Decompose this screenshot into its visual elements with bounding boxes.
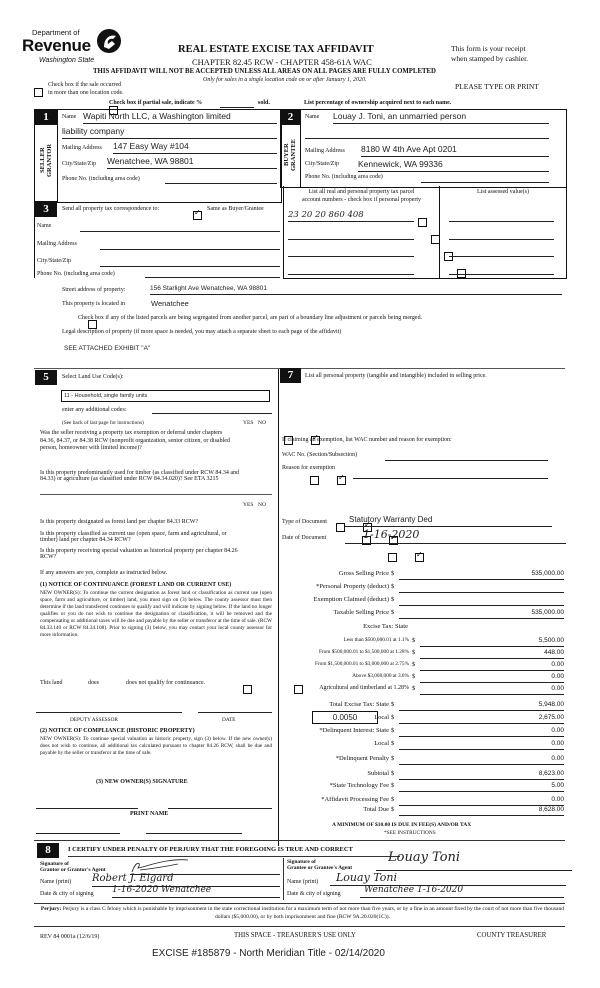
located-in-value[interactable]: Wenatchee bbox=[151, 299, 189, 308]
perjury-label: Perjury: bbox=[40, 906, 62, 912]
seller-name-label: Name bbox=[62, 114, 77, 120]
form-subtitle: CHAPTER 82.45 RCW - CHAPTER 458-61A WAC bbox=[192, 57, 372, 67]
gross-selling-price-field[interactable]: 535,000.00 bbox=[399, 570, 564, 580]
tier1-label: Less than $500,000.01 at 1.1% bbox=[343, 637, 409, 643]
tier3-row bbox=[284, 661, 584, 672]
subtotal-label: Subtotal bbox=[367, 770, 389, 777]
local-rate-field[interactable]: 0.0050 bbox=[312, 711, 378, 724]
notice2-title: (2) NOTICE OF COMPLIANCE (HISTORIC PROPERTY) bbox=[40, 728, 195, 734]
personal-property-label: *Personal Property (deduct) bbox=[316, 583, 389, 590]
currency-symbol: $ bbox=[391, 701, 395, 708]
legal-description-label: Legal description of property (if more space is needed, you may attach a separate sheet to each page of the affidavit) bbox=[62, 329, 342, 335]
logo-state-text: Washington State bbox=[39, 57, 95, 64]
parcel-number-field[interactable] bbox=[288, 266, 414, 275]
assessed-value-field[interactable] bbox=[449, 248, 554, 257]
grantor-date-city-field[interactable]: 1-16-2020 Wenatchee bbox=[112, 885, 280, 898]
receipt-note-2: when stamped by cashier. bbox=[451, 54, 529, 63]
wac-number-field[interactable] bbox=[385, 459, 548, 461]
currency-symbol: $ bbox=[412, 673, 416, 680]
tier2-row bbox=[284, 649, 584, 660]
excise-tax-state-header: Excise Tax: State bbox=[363, 623, 408, 630]
perjury-top-rule bbox=[34, 903, 565, 904]
assessor-date-line[interactable] bbox=[198, 712, 272, 713]
minimum-due-note: A MINIMUM OF $10.00 IS DUE IN FEE(S) AND/OR TAX bbox=[332, 822, 472, 828]
exemption-reason-field[interactable] bbox=[353, 477, 548, 479]
buyer-name-field-2[interactable] bbox=[305, 138, 549, 139]
agricultural-label: Agricultural and timberland at 1.28% bbox=[319, 685, 409, 691]
tier4-label: Above $3,000,000 at 3.0% bbox=[352, 673, 409, 679]
currency-symbol: $ bbox=[391, 740, 395, 747]
tech-fee-field[interactable]: 5.00 bbox=[399, 782, 564, 792]
total-due-row bbox=[284, 806, 584, 817]
exemption-reason-label: Reason for exemption bbox=[282, 465, 335, 471]
exemption-claimed-row bbox=[284, 596, 584, 607]
new-owner-signature-label: (3) NEW OWNER(S) SIGNATURE bbox=[96, 779, 188, 785]
document-date-field[interactable]: 1-16-2020 bbox=[345, 528, 566, 544]
tier3-field[interactable]: 0.00 bbox=[420, 661, 564, 671]
delinquent-interest-local-row bbox=[284, 740, 584, 751]
deputy-assessor-signature-line[interactable] bbox=[36, 712, 182, 713]
parcel-number-field[interactable]: 23 20 20 860 408 bbox=[288, 210, 414, 222]
exemption-claimed-label: Exemption Claimed (deduct) bbox=[313, 596, 389, 603]
yes-header-2: YES bbox=[243, 502, 254, 508]
grantee-signature-label-2: Grantee or Grantee's Agent bbox=[287, 865, 353, 871]
currency-symbol: $ bbox=[391, 727, 395, 734]
section-2-divider bbox=[300, 110, 301, 187]
seller-mailing-label: Mailing Address bbox=[62, 145, 102, 151]
grantor-signature-label-2: Grantor or Grantor's Agent bbox=[40, 867, 106, 873]
buyer-name-field[interactable]: Louay J. Toni, an unmarried person bbox=[333, 111, 549, 124]
currency-symbol: $ bbox=[412, 685, 416, 692]
land-does-not-label: does not qualify for continuance. bbox=[126, 680, 206, 686]
corr-city-label: City/State/Zip bbox=[37, 258, 71, 264]
segregated-checkbox[interactable] bbox=[88, 320, 97, 329]
delinquent-penalty-label: *Delinquent Penalty bbox=[335, 755, 389, 762]
revenue-swoosh-icon bbox=[96, 28, 122, 54]
seller-phone-field[interactable] bbox=[165, 173, 277, 184]
local-excise-row bbox=[284, 714, 584, 725]
same-as-buyer-label: Same as Buyer/Grantee bbox=[207, 206, 264, 212]
parcel-personal-checkbox[interactable] bbox=[418, 218, 427, 227]
local-excise-label: Local bbox=[374, 714, 389, 721]
print-name-line[interactable] bbox=[36, 833, 120, 834]
correspondence-instruction: Send all property tax correspondence to: bbox=[62, 206, 160, 212]
q2-rule bbox=[40, 494, 272, 495]
grantor-signature-label-1: Signature of bbox=[40, 861, 69, 867]
seller-label: SELLER bbox=[39, 147, 46, 173]
buyer-label: BUYER bbox=[283, 143, 290, 167]
q3-yes-checkbox[interactable] bbox=[336, 523, 345, 532]
assessed-value-field[interactable] bbox=[449, 212, 554, 222]
see-instructions-note: *SEE INSTRUCTIONS bbox=[384, 830, 436, 836]
if-yes-note: If any answers are yes, complete as instructed below. bbox=[40, 570, 168, 576]
land-does-label: does bbox=[88, 680, 99, 686]
grantor-name-label: Name (print) bbox=[40, 879, 72, 885]
grantee-name-field[interactable]: Louay Toni bbox=[330, 871, 566, 886]
total-excise-state-field[interactable]: 5,948.00 bbox=[399, 701, 564, 711]
multi-location-checkbox[interactable] bbox=[34, 88, 43, 97]
perjury-bottom-rule bbox=[34, 926, 565, 927]
parcel-header-2: account numbers - check box if personal property bbox=[301, 197, 422, 203]
currency-symbol: $ bbox=[391, 583, 395, 590]
legal-description-value[interactable]: SEE ATTACHED EXHIBIT "A" bbox=[64, 345, 151, 352]
exemption-instruction: If claiming an exemption, list WAC number and reason for exemption: bbox=[282, 437, 452, 443]
personal-property-field[interactable] bbox=[399, 583, 564, 593]
no-header-2: NO bbox=[258, 502, 266, 508]
tier4-row bbox=[284, 673, 584, 684]
seller-phone-label: Phone No. (including area code) bbox=[62, 176, 140, 182]
document-type-field[interactable]: Statutory Warranty Ded bbox=[345, 515, 552, 527]
delinquent-interest-state-label: *Delinquent Interest: State bbox=[319, 727, 389, 734]
section-1-number: 1 bbox=[35, 110, 57, 125]
agricultural-row bbox=[284, 685, 584, 696]
taxable-selling-price-row bbox=[284, 609, 584, 620]
revision-code: REV 84 0001a (12/6/19) bbox=[40, 934, 100, 940]
q5-text: Is this property receiving special valuation as historical property per chapter 84.26 RCW? bbox=[40, 548, 238, 561]
notice2-body: NEW OWNER(S): To continue special valuation as historic property, sign (3) below. If the new owner(s) does not wish to continue, all additional tax calculated pursuant to chapter 84.26 RCW, shall be due and payable by the seller or transferor at the time of sale. bbox=[40, 736, 272, 756]
q2-text: Is this property predominantly used for timber (as classified under RCW 84.34 and 84.33) or agriculture (as classified under RCW 84.34.020)? See ETA 3215 bbox=[40, 470, 240, 483]
logo-revenue-text: Revenue bbox=[22, 36, 91, 55]
this-land-label: This land bbox=[40, 680, 63, 686]
gross-selling-price-label: Gross Selling Price bbox=[338, 570, 389, 577]
section-2-number: 2 bbox=[281, 110, 300, 125]
parcel-list bbox=[283, 186, 567, 279]
buyer-side-label bbox=[283, 135, 299, 175]
document-date-label: Date of Document bbox=[282, 535, 327, 541]
buyer-phone-label: Phone No. (including area code) bbox=[305, 174, 383, 180]
grantee-signature-field[interactable]: Louay Toni bbox=[376, 850, 572, 871]
q5-no-checkbox[interactable] bbox=[415, 553, 424, 562]
section-2-buyer bbox=[280, 109, 567, 188]
additional-codes-field[interactable] bbox=[152, 413, 272, 414]
total-excise-state-label: Total Excise Tax: State bbox=[329, 701, 389, 708]
county-treasurer-label: COUNTY TREASURER bbox=[477, 932, 547, 939]
tier3-label: From $1,500,000.01 to $3,000,000 at 2.75% bbox=[314, 661, 409, 667]
grantor-name-field[interactable]: Robert J. Elgard bbox=[92, 873, 280, 887]
partial-sale-label: Check box if partial sale, indicate % bbox=[109, 100, 203, 106]
section-3-number: 3 bbox=[35, 201, 57, 217]
parcel-header-1: List all real and personal property tax parcel bbox=[308, 189, 415, 195]
corr-name-field[interactable] bbox=[80, 231, 280, 232]
section-5-number: 5 bbox=[35, 370, 57, 385]
grantor-date-city-label: Date & city of signing bbox=[40, 891, 94, 897]
buyer-name-label: Name bbox=[305, 114, 320, 120]
buyer-mailing-field[interactable]: 8180 W 4th Ave Apt 0201 bbox=[361, 144, 549, 157]
seller-side-label bbox=[39, 140, 55, 180]
q4-text: Is this property classified as current use (open space, farm and agricultural, or timber) land per chapter 84.34 RCW? bbox=[40, 531, 227, 544]
currency-symbol: $ bbox=[391, 770, 395, 777]
grantee-label: GRANTEE bbox=[290, 138, 297, 172]
yes-header: YES bbox=[243, 420, 254, 426]
section-8-number: 8 bbox=[37, 843, 59, 858]
new-owner-signature-line-2[interactable] bbox=[168, 808, 272, 809]
subtotal-row bbox=[284, 770, 584, 781]
q5-yes-checkbox[interactable] bbox=[388, 553, 397, 562]
form-title: REAL ESTATE EXCISE TAX AFFIDAVIT bbox=[178, 44, 374, 55]
land-does-checkbox[interactable] bbox=[243, 685, 252, 694]
agricultural-field[interactable]: 0.00 bbox=[420, 685, 564, 695]
currency-symbol: $ bbox=[412, 649, 416, 656]
gross-selling-price-row bbox=[284, 570, 584, 581]
q2-no-checkbox[interactable] bbox=[337, 476, 346, 485]
assessed-value-field[interactable] bbox=[449, 231, 554, 240]
seller-city-label: City/State/Zip bbox=[62, 161, 96, 167]
total-due-label: Total Due bbox=[363, 806, 389, 813]
please-print: PLEASE TYPE OR PRINT bbox=[455, 82, 539, 91]
seller-name-field-2[interactable]: liability company bbox=[62, 126, 277, 139]
tier4-field[interactable]: 0.00 bbox=[420, 673, 564, 683]
ownership-note: List percentage of ownership acquired next to each name. bbox=[304, 100, 452, 106]
buyer-mailing-label: Mailing Address bbox=[305, 148, 345, 154]
currency-symbol: $ bbox=[412, 637, 416, 644]
treasurer-use-label: THIS SPACE - TREASURER'S USE ONLY bbox=[234, 932, 356, 939]
parcel-personal-checkbox[interactable] bbox=[431, 235, 440, 244]
deputy-assessor-label: DEPUTY ASSESSOR bbox=[70, 717, 118, 723]
partial-sale-suffix: sold. bbox=[258, 100, 270, 106]
affidavit-fee-field[interactable]: 0.00 bbox=[399, 796, 564, 806]
section-1-divider bbox=[57, 110, 58, 202]
notice1-title: (1) NOTICE OF CONTINUANCE (FOREST LAND OR CURRENT USE) bbox=[40, 582, 232, 588]
parcel-number-field[interactable] bbox=[288, 231, 414, 240]
corr-mailing-label: Mailing Address bbox=[37, 241, 77, 247]
corr-mailing-field[interactable] bbox=[100, 249, 280, 250]
print-name-line-2[interactable] bbox=[146, 833, 242, 834]
parcel-number-field[interactable] bbox=[288, 248, 414, 257]
no-header: NO bbox=[258, 420, 266, 426]
logo-dept-text: Department of bbox=[32, 28, 80, 37]
tier2-label: From $500,000.01 to $1,500,000 at 1.28% bbox=[318, 649, 409, 655]
exemption-claimed-field[interactable] bbox=[399, 596, 564, 606]
additional-codes-label: enter any additional codes: bbox=[62, 407, 127, 413]
location-note: Only for sales in a single location code on or after January 1, 2020. bbox=[203, 77, 367, 83]
tech-fee-label: *State Technology Fee bbox=[329, 782, 389, 789]
same-as-buyer-checkbox[interactable] bbox=[193, 211, 202, 220]
currency-symbol: $ bbox=[391, 796, 395, 803]
grantee-signature-label-1: Signature of bbox=[287, 859, 316, 865]
section-1-seller bbox=[34, 109, 282, 203]
personal-property-row bbox=[284, 583, 584, 594]
assessor-date-label: DATE bbox=[222, 717, 236, 723]
dor-logo bbox=[22, 28, 132, 70]
land-use-label: Select Land Use Code(s): bbox=[62, 374, 124, 380]
tier2-field[interactable]: 448.00 bbox=[420, 649, 564, 659]
q2-yes-checkbox[interactable] bbox=[310, 476, 319, 485]
buyer-phone-field[interactable] bbox=[421, 172, 549, 183]
grantee-name-label: Name (print) bbox=[287, 879, 319, 885]
delinquent-penalty-row bbox=[284, 755, 584, 766]
notice1-body: NEW OWNER(S): To continue the current designation as forest land or classification as current use (open space, farm and agriculture, or timber) land, you must sign on (3) below. The county assessor must then determine if the land transferred continues to qualify and will indicate by signing below. If the land no longer qualifies or you do not wish to continue the designation or classification, it will be removed and the compensating or additional taxes will be due and payable by the seller or transferor at the time of sale. (RCW 84.33.140 or RCW 84.34.108). Prior to signing (3) below, you may contact your local county assessor for more information. bbox=[40, 590, 272, 638]
tier1-field[interactable]: 5,500.00 bbox=[420, 637, 564, 647]
section-8-top-rule bbox=[34, 840, 565, 841]
delinquent-penalty-field[interactable]: 0.00 bbox=[399, 755, 564, 765]
print-name-label: PRINT NAME bbox=[130, 811, 169, 817]
section-7-number: 7 bbox=[280, 368, 301, 383]
corr-city-field[interactable] bbox=[100, 266, 280, 267]
section-5-divider-right bbox=[278, 368, 279, 846]
street-address-label: Street address of property: bbox=[62, 287, 126, 293]
grantee-date-city-field[interactable]: Wenatchee 1-16-2020 bbox=[360, 885, 564, 898]
seller-name-field-1[interactable]: Wapiti North LLC, a Washington limited bbox=[83, 111, 277, 124]
affidavit-fee-label: *Affidavit Processing Fee bbox=[321, 796, 389, 803]
subtotal-field[interactable]: 8,623.00 bbox=[399, 770, 564, 780]
located-in-label: This property is located in bbox=[62, 301, 125, 307]
multi-location-label-1: Check box if the sale occurred bbox=[48, 82, 122, 88]
buyer-city-label: City/State/Zip bbox=[305, 161, 339, 167]
new-owner-signature-line[interactable] bbox=[36, 808, 138, 809]
section-8-divider bbox=[283, 858, 284, 900]
taxable-selling-price-field[interactable]: 535,000.00 bbox=[399, 609, 564, 619]
corr-name-label: Name bbox=[37, 223, 52, 229]
currency-symbol: $ bbox=[412, 661, 416, 668]
segregated-label: Check box if any of the listed parcels are being segregated from another parcel, are part of a boundary line adjustment or parcels being merged. bbox=[78, 315, 423, 321]
multi-location-label-2: in more than one location code. bbox=[48, 90, 124, 96]
currency-symbol: $ bbox=[391, 782, 395, 789]
assessed-header: List assessed value(s) bbox=[477, 189, 529, 195]
perjury-notice bbox=[40, 906, 565, 921]
currency-symbol: $ bbox=[391, 806, 395, 813]
delinquent-interest-state-field[interactable]: 0.00 bbox=[399, 727, 564, 737]
excise-stamp: EXCISE #185879 - North Meridian Title - 02/14/2020 bbox=[152, 948, 385, 959]
parcel-divider bbox=[439, 186, 440, 278]
section-3-correspondence bbox=[34, 201, 281, 278]
tier1-row bbox=[284, 637, 584, 648]
receipt-note-1: This form is your receipt bbox=[451, 44, 526, 53]
taxable-selling-price-label: Taxable Selling Price bbox=[333, 609, 389, 616]
currency-symbol: $ bbox=[391, 609, 395, 616]
wac-number-label: WAC No. (Section/Subsection) bbox=[282, 452, 358, 458]
grantor-label: GRANTOR bbox=[46, 143, 53, 177]
certify-underline bbox=[68, 856, 400, 857]
assessed-value-field[interactable] bbox=[449, 266, 554, 275]
personal-property-instruction: List all personal property (tangible and intangible) included in selling price. bbox=[305, 373, 487, 379]
seller-mailing-field[interactable]: 147 Easy Way #104 bbox=[113, 141, 277, 154]
local-excise-field[interactable]: 2,675.00 bbox=[399, 714, 564, 724]
tech-fee-row bbox=[284, 782, 584, 793]
q1-text: Was the seller receiving a property tax exemption or deferral under chapters 84.36, 84.37, or 84.38 RCW (nonprofit organization, senior citizen, or disabled person, homeowner with limited income)? bbox=[40, 430, 230, 451]
currency-symbol: $ bbox=[391, 596, 395, 603]
seller-city-field[interactable]: Wenatchee, WA 98801 bbox=[107, 156, 277, 169]
delinquent-interest-state-row bbox=[284, 727, 584, 738]
see-back-note: (See back of last page for instructions) bbox=[62, 420, 144, 426]
perjury-text: Perjury is a class C felony which is punishable by imprisonment in the state correctional institution for a maximum term of not more than five years, or by a fine in an amount fixed by the court of not more than five thousand dollars ($5,000.00), or by both imprisonment and fine (RCW 9A.20.020(1C)). bbox=[62, 906, 565, 920]
corr-phone-label: Phone No. (including area code) bbox=[37, 271, 115, 277]
total-due-field[interactable]: 8,628.00 bbox=[399, 806, 564, 816]
corr-phone-field[interactable] bbox=[145, 277, 280, 278]
grantee-date-city-label: Date & city of signing bbox=[287, 891, 341, 897]
q3-text: Is this property designated as forest land per chapter 84.33 RCW? bbox=[40, 519, 199, 525]
currency-symbol: $ bbox=[391, 570, 395, 577]
land-use-code-field[interactable]: 11 - Household, single family units bbox=[61, 390, 270, 402]
delinquent-interest-local-field[interactable]: 0.00 bbox=[399, 740, 564, 750]
partial-sale-percent-field[interactable] bbox=[220, 107, 254, 108]
currency-symbol: $ bbox=[391, 755, 395, 762]
delinquent-interest-local-label: Local bbox=[374, 740, 389, 747]
document-type-label: Type of Document bbox=[282, 519, 327, 525]
currency-symbol: $ bbox=[391, 714, 395, 721]
completion-warning: THIS AFFIDAVIT WILL NOT BE ACCEPTED UNLESS ALL AREAS ON ALL PAGES ARE FULLY COMPLETED bbox=[93, 68, 436, 75]
street-address-field[interactable]: 156 Starlight Ave Wenatchee, WA 98801 bbox=[150, 285, 562, 295]
certify-statement: I CERTIFY UNDER PENALTY OF PERJURY THAT THE FOREGOING IS TRUE AND CORRECT bbox=[68, 846, 353, 853]
buyer-city-field[interactable]: Kennewick, WA 99336 bbox=[358, 159, 549, 172]
